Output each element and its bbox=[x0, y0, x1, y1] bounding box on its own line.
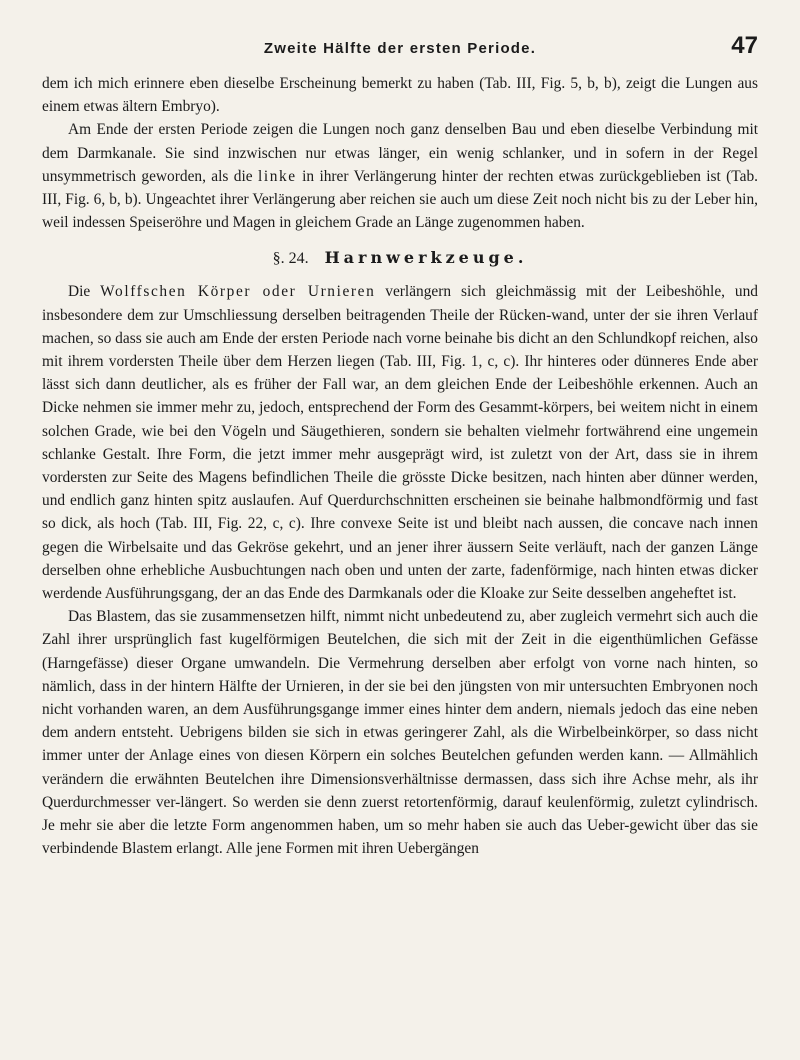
paragraph-lungs-end-of-period bbox=[42, 118, 758, 234]
paragraph-text-a: Am Ende der ersten Periode zeigen die Lungen noch ganz denselben Bau und eben dieselbe Verbindung mit dem Darmkanale. Sie sind inzwischen nur etwas länger, ein wenig schlanker, und in sofern in der Regel unsymmetrisch geworden, als die bbox=[42, 121, 758, 185]
body-text bbox=[42, 72, 758, 861]
section-title: Harnwerkzeuge. bbox=[324, 248, 528, 268]
paragraph-text-b: in ihrer Verlängerung hinter der rechten etwas zurückgeblieben ist (Tab. III, Fig. 6, b, b). Ungeachtet ihrer Verlängerung aber reichen sie auch um diese Zeit noch nicht bis zu der Leber hin, weil indessen Speiseröhre und Magen in gleichem Grade an Länge zugenommen haben. bbox=[42, 167, 758, 232]
section-heading bbox=[42, 247, 758, 270]
running-head: Zweite Hälfte der ersten Periode. bbox=[263, 40, 537, 57]
paragraph-text: Das Blastem, das sie zusammensetzen hilft, nimmt nicht unbedeutend zu, aber zugleich vermehrt sich auch die Zahl ihrer ursprünglich fast kugelförmigen Beutelchen, die sich mit der Zeit in die eigenthümlichen Gefässe (Harngefässe) dieser Organe umwandeln. Die Vermehrung derselben aber erfolgt von vorne nach hinten, so nämlich, dass in der hintern Hälfte der Urnieren, in der sie bei den jüngsten von mir untersuchten Embryonen noch nicht vorhanden waren, an dem Ausführungsgange immer eines hinter dem andern, niemals jedoch das eine neben dem andern entsteht. Uebrigens bilden sie sich in etwas geringerer Zahl, als die Wirbelbeinkörper, so dass nicht immer unter der Anlage eines von diesen Körpern ein solches Beutelchen gefunden werden kann. — Allmählich verändern die erwähnten Beutelchen ihre Dimensionsverhältnisse dermassen, dass sich ihre Achse mehr, als ihr Querdurchmesser ver-längert. So werden sie denn zuerst retortenförmig, darauf keulenförmig, zuletzt cylindrisch. Je mehr sie aber die letzte Form angenommen haben, um so mehr haben sie auch das Ueber-gewicht über das sie verbindende Blastem erlangt. Alle jene Formen mit ihren Uebergängen bbox=[42, 608, 758, 858]
emphasis-term: Wolffschen Körper oder Urnieren bbox=[100, 283, 376, 301]
paragraph-text: dem ich mich erinnere eben dieselbe Erscheinung bemerkt zu haben (Tab. III, Fig. 5, b, b), zeigt die Lungen aus einem etwas ältern Embryo). bbox=[42, 75, 758, 116]
paragraph-wolffian-bodies bbox=[42, 280, 758, 605]
page-header bbox=[42, 26, 758, 66]
paragraph-text-b: verlängern sich gleichmässig mit der Leibeshöhle, und insbesondere dem zur Umschliessung derselben beitragenden Theile der Rücken-wand, unter der sie ihren Verlauf machen, so dass sie auch am Ende der ersten Periode nach vorne beinahe bis dicht an den Schlundkopf reichen, also mit ihrem vordersten Theile über dem Herzen liegen (Tab. III, Fig. 1, c, c). Ihr hinteres oder dünneres Ende aber lässt sich dann deutlicher, als es früher der Fall war, an dem gleichen Ende der Leibeshöhle erkennen. Auch an Dicke nehmen sie immer mehr zu, jedoch, entsprechend der Form des Gesammt-körpers, bei weitem nicht in einem solchen Grade, wie bei den Vögeln und Säugethieren, sondern sie behalten vielmehr fortwährend eine ungemein schlanke Gestalt. Ihre Form, die jetzt immer mehr ausgeprägt wird, ist zuletzt von der Art, dass sie in ihrem vordersten zur Seite des Magens befindlichen Theile die grösste Dicke besitzen, nach hinten aber dünner werden, und endlich ganz hinten spitz auslaufen. Auf Querdurchschnitten erscheinen sie beinahe halbmondförmig und fast so dick, als hoch (Tab. III, Fig. 22, c, c). Ihre convexe Seite ist und bleibt nach aussen, die concave nach innen gegen die Wirbelsaite und das Gekröse gekehrt, und an jener ihrer äussern Seite verläuft, nach der ganzen Länge derselben ohne erhebliche Ausbuchtungen nach oben und unten der zarte, fadenförmige, nach hinten etwas dicker werdende Ausführungsgang, der an das Ende des Darmkanals oder die Kloake zur Seite desselben angeheftet ist. bbox=[42, 283, 758, 603]
document-page bbox=[42, 26, 758, 861]
paragraph-text-a: Die bbox=[68, 283, 101, 301]
paragraph-blastema bbox=[42, 605, 758, 860]
section-number: §. 24. bbox=[272, 250, 309, 268]
emphasis-linke: linke bbox=[257, 167, 297, 185]
paragraph-lung-continuation bbox=[42, 72, 758, 118]
page-number: 47 bbox=[731, 32, 758, 59]
